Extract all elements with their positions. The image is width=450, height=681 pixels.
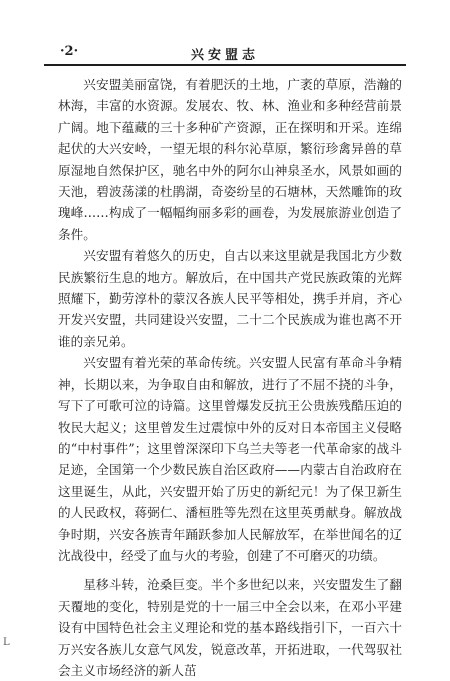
running-header [44,44,406,66]
margin-mark: L [3,637,10,648]
paragraph-landscape: 兴安盟美丽富饶，有着肥沃的土地，广袤的草原，浩瀚的林海，丰富的水资源。发展农、牧、林、渔业和多种经营前景广阔。地下蕴藏的三十多种矿产资源，正在探明和开采。连绵起伏的大兴安岭，一望无垠的科尔沁草原，繁衍珍禽异兽的草原湿地自然保护区，驰名中外的阿尔山神泉圣水，风景如画的天池，碧波荡漾的杜鹃湖，奇姿纷呈的石塘林，天然雕饰的玫瑰峰……构成了一幅幅绚丽多彩的画卷，为发展旅游业创造了条件。 [58,77,402,242]
paragraph-revolution: 兴安盟有着光荣的革命传统。兴安盟人民富有革命斗争精神，长期以来，为争取自由和解放，进行了不屈不挠的斗争，写下了可歌可泣的诗篇。这里曾爆发反抗王公贵族残酷压迫的牧民大起义；这里曾发生过震惊中外的反对日本帝国主义侵略的“中村事件”；这里曾深深印下乌兰夫等老一代革命家的战斗足迹，全国第一个少数民族自治区政府——内蒙古自治政府在这里诞生，从此，兴安盟开始了历史的新纪元！为了保卫新生的人民政权，蒋弼仁、潘桓胜等先烈在这里英勇献身。解放战争时期，兴安各族青年踊跃参加人民解放军，在举世闻名的辽沈战役中，经受了血与火的考验，创建了不可磨灭的功绩。 [58,355,402,563]
journal-title: 兴安盟志 [190,48,259,63]
body-text [58,74,402,681]
paragraph-history: 兴安盟有着悠久的历史，自古以来这里就是我国北方少数民族繁衍生息的地方。解放后，在中国共产党民族政策的光辉照耀下，勤劳淳朴的蒙汉各族人民平等相处，携手并肩，齐心开发兴安盟，共同建设兴安盟，二十二个民族成为谁也离不开谁的亲兄弟。 [58,248,402,349]
paragraph-change: 星移斗转，沧桑巨变。半个多世纪以来，兴安盟发生了翻天覆地的变化，特别是党的十一届三中全会以来，在邓小平建设有中国特色社会主义理论和党的基本路线指引下，一百六十万兴安各族儿女意气风发，锐意改革，开拓进取，一代驾驭社会主义市场经济的新人茁 [58,577,402,678]
page-number: ·2· [60,44,79,59]
